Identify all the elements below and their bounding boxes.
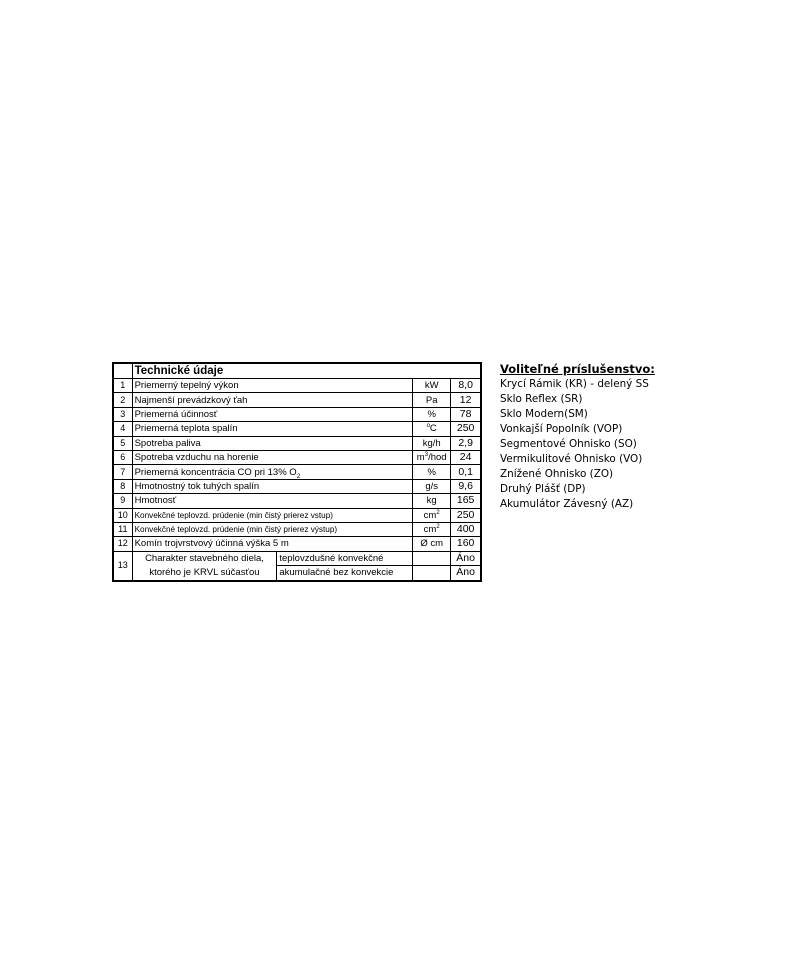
row-value: 400	[451, 522, 481, 536]
row-number: 4	[113, 422, 132, 436]
row-number: 13	[113, 551, 132, 581]
row-number: 2	[113, 393, 132, 407]
list-item: Krycí Rámik (KR) - delený SS	[500, 378, 649, 390]
row-label	[132, 551, 277, 581]
row-unit	[413, 508, 451, 522]
row-unit: kg/h	[413, 436, 451, 450]
label-line: ktorého je KRVL súčasťou	[149, 566, 260, 578]
table-row	[113, 393, 481, 407]
table-row	[113, 436, 481, 450]
unit-superscript: o	[426, 423, 430, 430]
unit-superscript: 2	[436, 509, 440, 516]
row-unit	[413, 422, 451, 436]
row-value: 9,6	[451, 479, 481, 493]
row-unit	[413, 450, 451, 464]
accessories-title: Voliteľné príslušenstvo:	[500, 362, 655, 376]
label-subscript: 2	[296, 472, 301, 480]
row-label: Spotreba vzduchu na horenie	[132, 450, 412, 464]
technical-data-table	[112, 362, 482, 582]
row-unit: Ø cm	[413, 537, 451, 551]
row-number: 10	[113, 508, 132, 522]
row-label: Najmenší prevádzkový ťah	[132, 393, 412, 407]
unit-superscript: 2	[436, 523, 440, 530]
row-unit: kg	[413, 494, 451, 508]
row-value: 2,9	[451, 436, 481, 450]
row-label: Priemerná teplota spalín	[132, 422, 412, 436]
row-label: Priemerná účinnosť	[132, 407, 412, 421]
row-unit: Pa	[413, 393, 451, 407]
list-item: Vermikulitové Ohnisko (VO)	[500, 453, 643, 465]
sub-label: teplovzdušné konvekčné	[277, 551, 413, 565]
unit-text: C	[429, 423, 437, 435]
row-label: Konvekčné teplovzd. prúdenie (min čistý prierez vstup)	[132, 508, 412, 522]
row-unit: %	[413, 465, 451, 479]
unit-text: /hod	[428, 452, 447, 464]
row-label	[132, 465, 412, 479]
table-row	[113, 407, 481, 421]
row-label: Priemerný tepelný výkon	[132, 379, 412, 393]
row-number: 5	[113, 436, 132, 450]
row-number: 8	[113, 479, 132, 493]
row-unit	[413, 551, 451, 565]
row-value: 12	[451, 393, 481, 407]
table-row	[113, 522, 481, 536]
row-value: 250	[451, 508, 481, 522]
row-value: Áno	[451, 566, 481, 581]
list-item: Sklo Modern(SM)	[500, 408, 588, 420]
row-label: Konvekčné teplovzd. prúdenie (min čistý prierez výstup)	[132, 522, 412, 536]
list-item: Znížené Ohnisko (ZO)	[500, 468, 614, 480]
unit-prefix: m	[416, 452, 425, 464]
row-value: 160	[451, 537, 481, 551]
table-row	[113, 494, 481, 508]
row-unit	[413, 566, 451, 581]
row-value: 24	[451, 450, 481, 464]
list-item: Segmentové Ohnisko (SO)	[500, 438, 637, 450]
unit-text: cm	[423, 524, 437, 536]
row-number: 1	[113, 379, 132, 393]
row-value: 78	[451, 407, 481, 421]
row-value: Áno	[451, 551, 481, 565]
table-row	[113, 450, 481, 464]
table-row	[113, 422, 481, 436]
row-number: 6	[113, 450, 132, 464]
accessories-list	[500, 362, 790, 512]
table-row	[113, 379, 481, 393]
header-empty-cell	[113, 363, 132, 379]
sub-label: akumulačné bez konvekcie	[277, 566, 413, 581]
list-item: Sklo Reflex (SR)	[500, 393, 583, 405]
row-number: 11	[113, 522, 132, 536]
row-unit: kW	[413, 379, 451, 393]
row-number: 12	[113, 537, 132, 551]
row-unit: %	[413, 407, 451, 421]
table-row	[113, 551, 481, 565]
row-value: 165	[451, 494, 481, 508]
list-item: Vonkajší Popolník (VOP)	[500, 423, 623, 435]
label-text: Priemerná koncentrácia CO pri 13% O	[134, 466, 297, 478]
label-line: Charakter stavebného diela,	[145, 552, 264, 564]
row-label: Hmotnostný tok tuhých spalín	[132, 479, 412, 493]
row-label: Komín trojvrstvový účinná výška 5 m	[132, 537, 412, 551]
table-row	[113, 479, 481, 493]
row-value: 8,0	[451, 379, 481, 393]
table-row	[113, 537, 481, 551]
row-value: 0,1	[451, 465, 481, 479]
unit-text: cm	[423, 509, 437, 521]
list-item: Akumulátor Závesný (AZ)	[500, 498, 634, 510]
row-unit: g/s	[413, 479, 451, 493]
table-row	[113, 465, 481, 479]
table-title: Technické údaje	[132, 363, 481, 379]
row-label: Spotreba paliva	[132, 436, 412, 450]
row-number: 9	[113, 494, 132, 508]
table-header-row	[113, 363, 481, 379]
table-row	[113, 508, 481, 522]
row-unit	[413, 522, 451, 536]
row-value: 250	[451, 422, 481, 436]
unit-superscript: 3	[424, 451, 429, 458]
list-item: Druhý Plášť (DP)	[500, 483, 586, 495]
row-number: 7	[113, 465, 132, 479]
row-label: Hmotnosť	[132, 494, 412, 508]
row-number: 3	[113, 407, 132, 421]
